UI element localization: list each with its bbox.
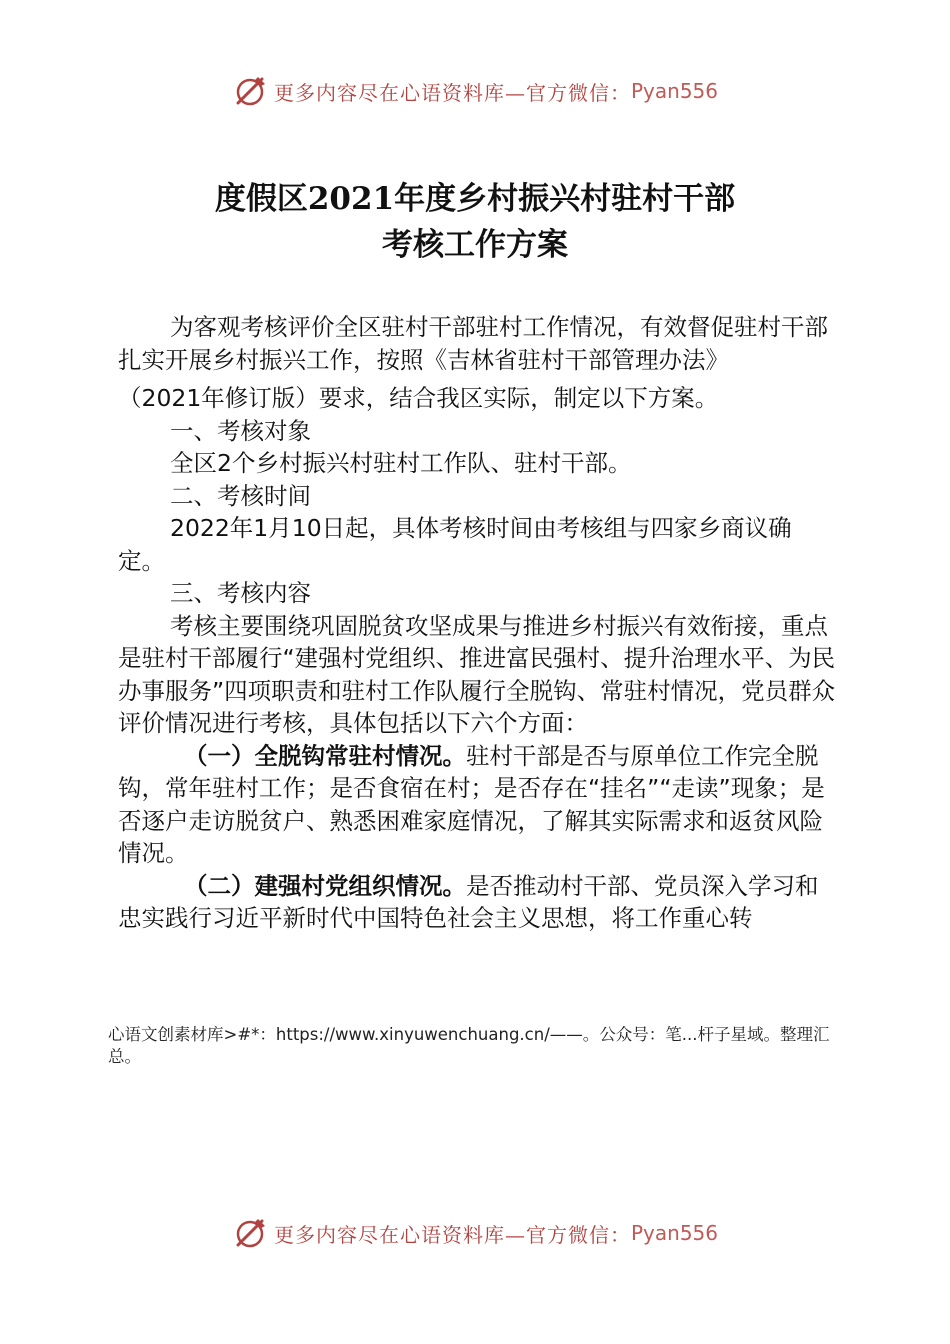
item-2 [118, 870, 838, 935]
section-text-2: 2022年1月10日起，具体考核时间由考核组与四家乡商议确定。 [118, 514, 792, 575]
section-heading-3: 三、考核内容 [170, 579, 311, 607]
section-heading-2: 二、考核时间 [170, 481, 311, 510]
item-1-text: 驻村干部是否与原单位工作完全脱钩，常年驻村工作；是否食宿在村；是否存在“挂名”“走读”现象；是否逐户走访脱贫户、熟悉困难家庭情况，了解其实际需求和返贫风险情况。 [118, 741, 825, 867]
banner-wechat-id: Pyan556 [630, 1221, 718, 1245]
intro-paragraph: 为客观考核评价全区驻村干部驻村工作情况，有效督促驻村干部扎实开展乡村振兴工作，按照《吉林省驻村干部管理办法》 [118, 313, 828, 374]
intro-paragraph-continued: （2021年修订版）要求，结合我区实际，制定以下方案。 [118, 384, 719, 412]
item-1-label: （一）全脱钩常驻村情况。 [184, 741, 466, 770]
item-2-text: 是否推动村干部、党员深入学习和忠实践行习近平新时代中国特色社会主义思想，将工作重心转 [118, 871, 819, 932]
source-note: 心语文创素材库>#*：https://www.xinyuwenchuang.cn/——。公众号：笔...杆子星域。整理汇总。 [108, 1025, 830, 1066]
document-title [0, 176, 950, 268]
banner-text: 更多内容尽在心语资料库—官方微信： [273, 80, 631, 105]
item-2-label: （二）建强村党组织情况。 [184, 871, 466, 900]
brush-logo-icon [232, 73, 268, 109]
section-heading-1: 一、考核对象 [170, 416, 311, 445]
title-line-2: 考核工作方案 [382, 227, 568, 263]
document-body [118, 311, 838, 935]
title-line-1: 度假区2021年度乡村振兴村驻村干部 [214, 181, 736, 217]
section-text-3: 考核主要围绕巩固脱贫攻坚成果与推进乡村振兴有效衔接，重点是驻村干部履行“建强村党组织、推进富民强村、提升治理水平、为民办事服务”四项职责和驻村工作队履行全脱钩、常驻村情况，党员群众评价情况进行考核，具体包括以下六个方面： [118, 611, 836, 737]
banner-text: 更多内容尽在心语资料库—官方微信： [273, 1222, 631, 1247]
item-1 [118, 740, 838, 870]
footer-banner [0, 1208, 950, 1258]
brush-logo-icon [232, 1215, 268, 1251]
banner-wechat-id: Pyan556 [630, 79, 718, 103]
section-text-1: 全区2个乡村振兴村驻村工作队、驻村干部。 [170, 449, 632, 477]
header-banner [0, 66, 950, 116]
